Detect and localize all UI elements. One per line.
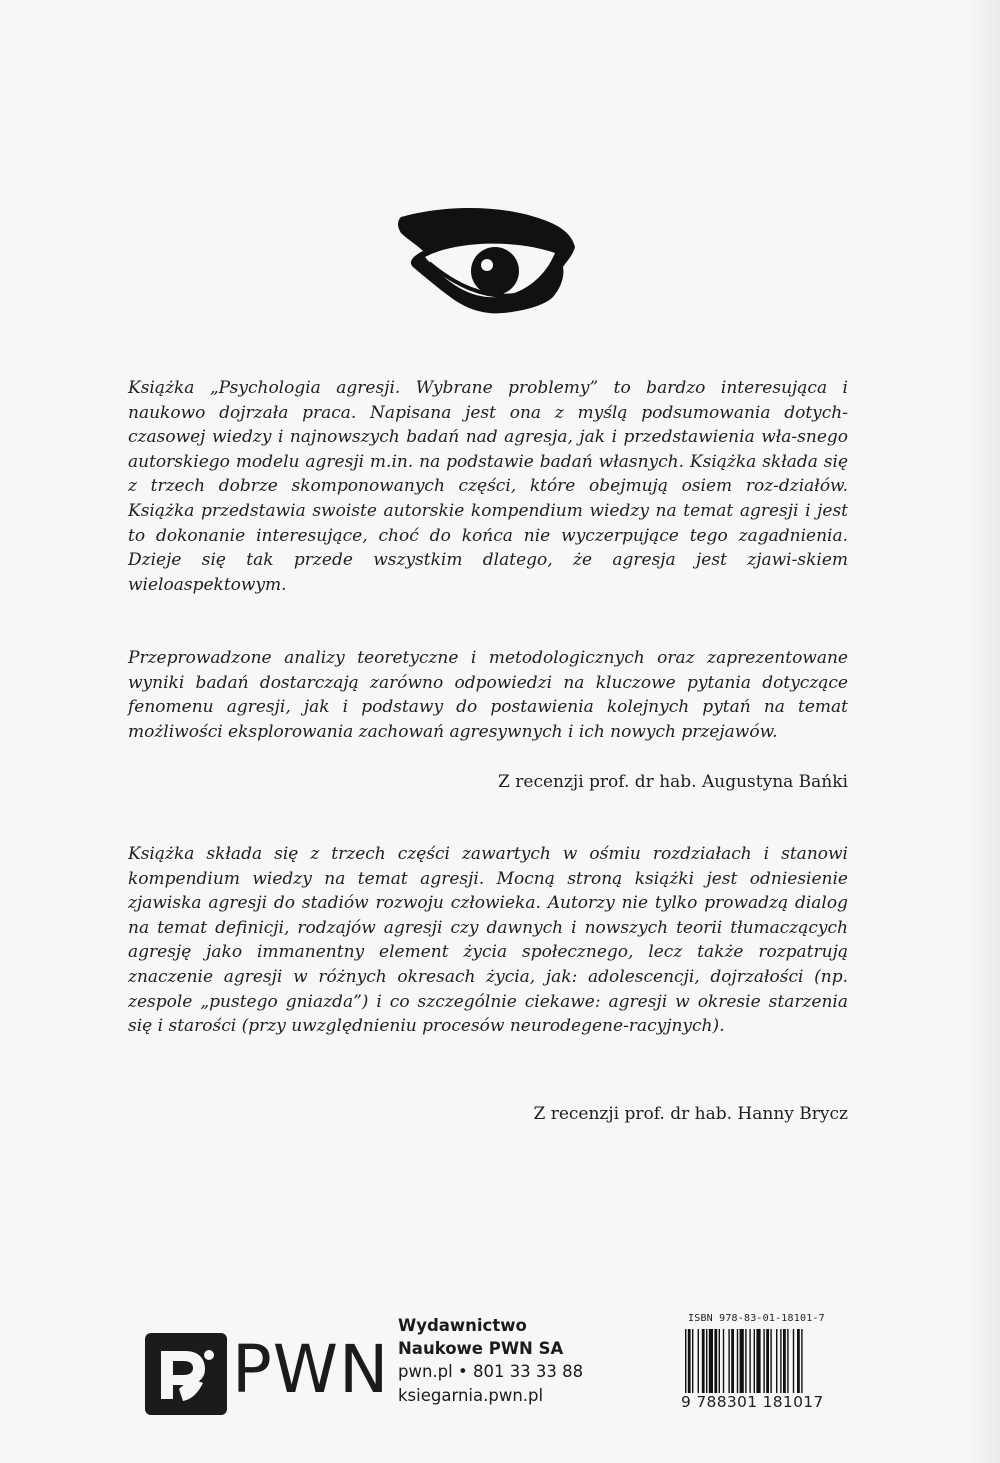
review-attribution: Z recenzji prof. dr hab. Augustyna Bańki	[498, 772, 848, 792]
pwn-wordmark: PWN	[232, 1331, 390, 1408]
review-paragraph: Książka składa się z trzech części zawartych w ośmiu rozdziałach i stanowi kompendium wiedzy na temat agresji. Mocną stroną książki jest odniesienie zjawiska agresji do stadiów rozwoju człowieka. Autorzy nie tylko prowadzą dialog na temat definicji, rodzajów agresji czy dawnych i nowszych teorii tłumaczących agresję jako immanentny element życia społecznego, lecz także rozpatrują znaczenie agresji w różnych okresach życia, jak: adolescencji, dojrzałości (np. zespole „pustego gniazda”) i co szczególnie ciekawe: agresji w okresie starzenia się i starości (przy uwzględnieniu procesów neurodegene-racyjnych).	[128, 844, 848, 1037]
eye-illustration	[395, 205, 577, 315]
publisher-name-line1: Wydawnictwo	[398, 1316, 527, 1335]
publisher-shop-url: ksiegarnia.pwn.pl	[398, 1386, 544, 1405]
isbn-label: ISBN 978-83-01-18101-7	[688, 1313, 825, 1324]
review-paragraph: Przeprowadzone analizy teoretyczne i metodologicznych oraz zaprezentowane wyniki badań dostarczają zarówno odpowiedzi na kluczowe pytania dotyczące fenomenu agresji, jak i podstawy do postawienia kolejnych pytań na temat możliwości eksplorowania zachowań agresywnych i ich nowych przejawów.	[128, 648, 848, 742]
publisher-info	[398, 1314, 583, 1408]
pwn-emblem-icon	[145, 1333, 227, 1415]
barcode-digits: 9 788301 181017	[681, 1393, 824, 1411]
review-attribution: Z recenzji prof. dr hab. Hanny Brycz	[533, 1104, 848, 1124]
publisher-name-line2: Naukowe PWN SA	[398, 1339, 564, 1358]
cover-edge-shadow	[968, 0, 1000, 1463]
publisher-contact: pwn.pl • 801 33 33 88	[398, 1362, 584, 1381]
review-paragraph: Książka „Psychologia agresji. Wybrane problemy” to bardzo interesująca i naukowo dojrzała praca. Napisana jest ona z myślą podsumowania dotych-czasowej wiedzy i najnowszych badań nad agresja, jak i przedstawienia wła-snego autorskiego modelu agresji m.in. na podstawie badań własnych. Książka składa się z trzech dobrze skomponowanych części, które obejmują osiem roz-działów. Książka przedstawia swoiste autorskie kompendium wiedzy na temat agresji i jest to dokonanie interesujące, choć do końca nie wyczerpujące tego zagadnienia. Dzieje się tak przede wszystkim dlatego, że agresja jest zjawi-skiem wieloaspektowym.	[128, 378, 848, 595]
